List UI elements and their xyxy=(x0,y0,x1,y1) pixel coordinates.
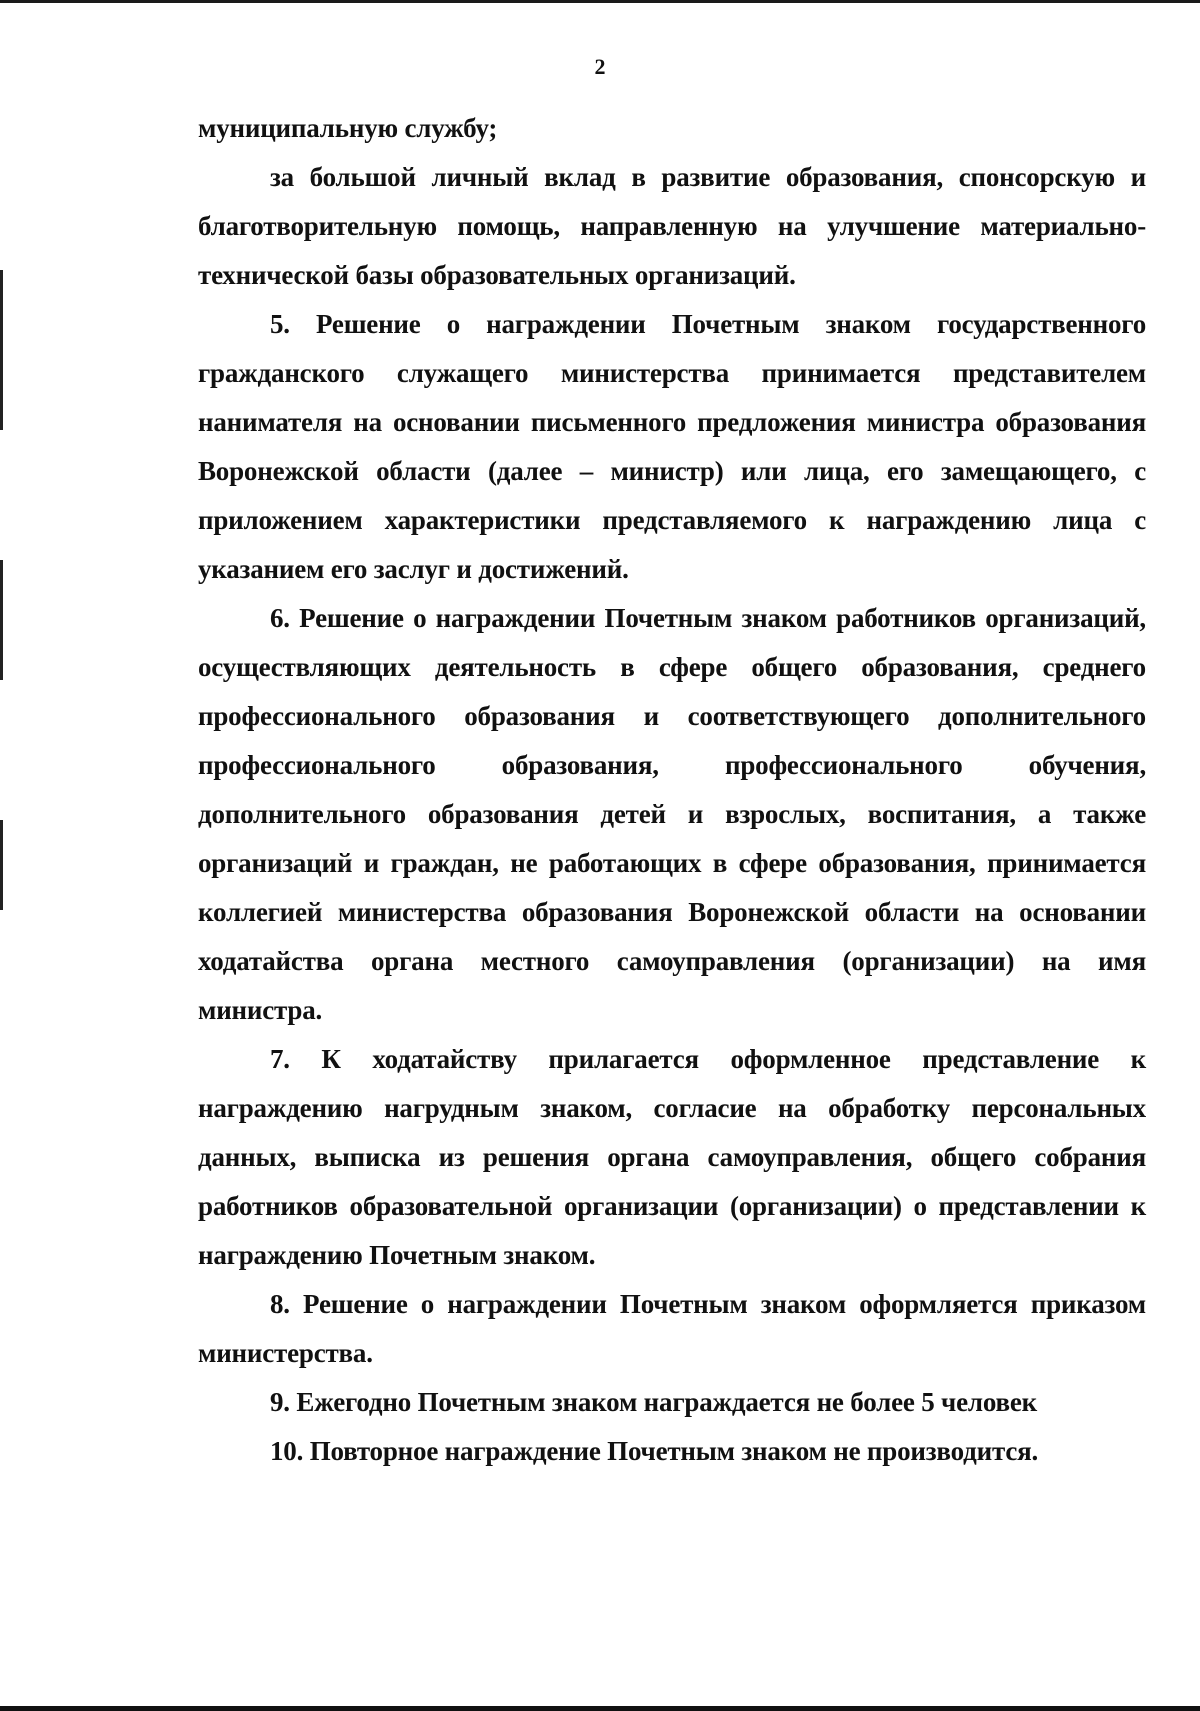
document-body xyxy=(198,104,1146,1476)
scan-left-edge-mark xyxy=(0,820,3,910)
paragraph-item-6: 6. Решение о награждении Почетным знаком работников организаций, осуществляющих деятельность в сфере общего образования, среднего профессионального образования и соответствующего дополнительного профессионального образования, профессионального обучения, дополнительного образования детей и взрослых, воспитания, а также организаций и граждан, не работающих в сфере образования, принимается коллегией министерства образования Воронежской области на основании ходатайства органа местного самоуправления (организации) на имя министра. xyxy=(198,603,1146,1025)
paragraph-item-8: 8. Решение о награждении Почетным знаком оформляется приказом министерства. xyxy=(198,1289,1146,1368)
paragraph-item-7: 7. К ходатайству прилагается оформленное представление к награждению нагрудным знаком, согласие на обработку персональных данных, выписка из решения органа самоуправления, общего собрания работников образовательной организации (организации) о представлении к награждению Почетным знаком. xyxy=(198,1044,1146,1270)
scan-bottom-edge xyxy=(0,1706,1200,1711)
paragraph-contribution: за большой личный вклад в развитие образования, спонсорскую и благотворительную помощь, направленную на улучшение материально-технической базы образовательных организаций. xyxy=(198,162,1146,290)
scan-left-edge-mark xyxy=(0,560,3,680)
paragraph-item-5: 5. Решение о награждении Почетным знаком государственного гражданского служащего министерства принимается представителем нанимателя на основании письменного предложения министра образования Воронежской области (далее – министр) или лица, его замещающего, с приложением характеристики представляемого к награждению лица с указанием его заслуг и достижений. xyxy=(198,309,1146,584)
paragraph-item-9: 9. Ежегодно Почетным знаком награждается не более 5 человек xyxy=(270,1387,1037,1417)
paragraph-continuation: муниципальную службу; xyxy=(198,113,498,143)
page-number: 2 xyxy=(594,54,606,79)
scan-top-edge xyxy=(0,0,1200,3)
paragraph-item-10: 10. Повторное награждение Почетным знаком не производится. xyxy=(270,1436,1039,1466)
scan-left-edge-mark xyxy=(0,270,3,430)
